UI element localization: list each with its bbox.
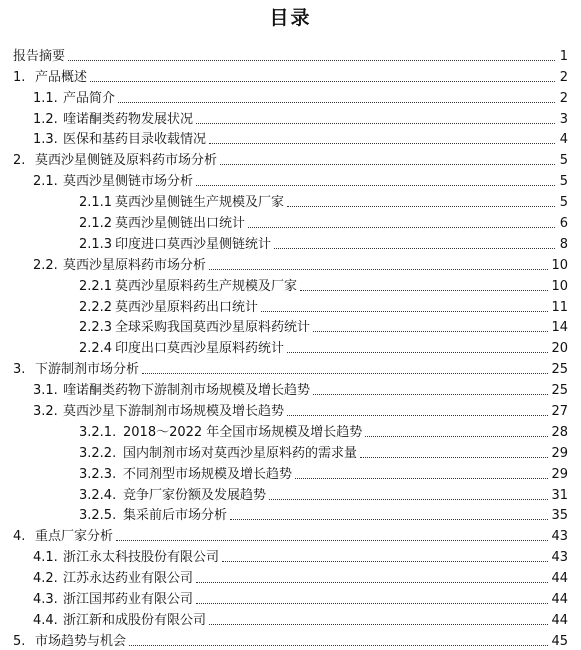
toc-entry-page-number: 20 <box>551 341 568 357</box>
toc-entry-number: 2.1.3 <box>79 236 113 252</box>
dot-leader <box>230 519 548 520</box>
toc-entry-page-number: 5 <box>559 174 568 190</box>
dot-leader <box>313 394 548 395</box>
toc-entry[interactable] <box>0 316 581 337</box>
dot-leader <box>209 269 548 270</box>
toc-entry-number: 4. <box>13 529 26 545</box>
toc-entry[interactable] <box>0 169 581 190</box>
toc-entry-number: 3.2. <box>33 404 58 420</box>
dot-leader <box>116 540 548 541</box>
toc-entry[interactable] <box>0 399 581 420</box>
toc-entry-number: 4.4. <box>33 612 58 628</box>
toc-entry-page-number: 27 <box>551 404 568 420</box>
toc-entry-number: 1. <box>13 69 26 85</box>
toc-entry[interactable] <box>0 44 581 65</box>
toc-entry-page-number: 45 <box>551 633 568 649</box>
toc-entry-number: 4.3. <box>33 592 58 608</box>
dot-leader <box>196 603 548 604</box>
table-of-contents <box>0 44 581 650</box>
toc-entry[interactable] <box>0 253 581 274</box>
toc-entry-title: 莫西沙星原料药市场分析 <box>63 257 207 273</box>
toc-entry[interactable] <box>0 190 581 211</box>
toc-entry-title: 全球采购我国莫西沙星原料药统计 <box>115 320 311 336</box>
toc-entry-title: 2018～2022 年全国市场规模及增长趋势 <box>123 424 363 440</box>
dot-leader <box>209 624 548 625</box>
toc-entry-page-number: 43 <box>551 550 568 566</box>
toc-entry-number: 2.1.1 <box>79 195 113 211</box>
toc-entry-page-number: 43 <box>551 529 568 545</box>
dot-leader <box>129 645 548 646</box>
toc-entry-page-number: 44 <box>551 592 568 608</box>
toc-entry-page-number: 28 <box>551 424 568 440</box>
toc-entry-page-number: 5 <box>559 153 568 169</box>
toc-entry-page-number: 6 <box>559 216 568 232</box>
toc-entry[interactable] <box>0 148 581 169</box>
dot-leader <box>313 331 548 332</box>
toc-entry-title: 莫西沙星下游制剂市场规模及增长趋势 <box>63 404 285 420</box>
toc-entry-number: 3.2.2. <box>79 445 117 461</box>
toc-entry-title: 重点厂家分析 <box>35 529 114 545</box>
toc-entry-title: 喹诺酮类药物下游制剂市场规模及增长趋势 <box>63 383 311 399</box>
toc-entry-page-number: 35 <box>551 508 568 524</box>
dot-leader <box>248 227 555 228</box>
toc-entry-page-number: 44 <box>551 612 568 628</box>
toc-entry[interactable] <box>0 211 581 232</box>
dot-leader <box>300 290 548 291</box>
toc-entry-page-number: 29 <box>551 445 568 461</box>
toc-entry[interactable] <box>0 274 581 295</box>
dot-leader <box>220 164 555 165</box>
toc-entry[interactable] <box>0 441 581 462</box>
toc-entry-title: 不同剂型市场规模及增长趋势 <box>123 466 293 482</box>
toc-entry[interactable] <box>0 420 581 441</box>
toc-entry-page-number: 31 <box>551 487 568 503</box>
toc-entry[interactable] <box>0 336 581 357</box>
toc-entry-title: 莫西沙星侧链及原料药市场分析 <box>35 153 218 169</box>
toc-entry[interactable] <box>0 566 581 587</box>
toc-entry-title: 莫西沙星原料药生产规模及厂家 <box>115 278 298 294</box>
toc-entry-number: 2. <box>13 153 26 169</box>
toc-entry[interactable] <box>0 462 581 483</box>
toc-entry[interactable] <box>0 504 581 525</box>
toc-entry-number: 2.2.1 <box>79 278 113 294</box>
toc-entry[interactable] <box>0 483 581 504</box>
toc-entry-page-number: 1 <box>559 48 568 64</box>
toc-entry-page-number: 14 <box>551 320 568 336</box>
dot-leader <box>196 123 555 124</box>
toc-entry-title: 喹诺酮类药物发展状况 <box>63 111 194 127</box>
toc-entry-number: 3. <box>13 362 26 378</box>
toc-entry-number: 3.2.3. <box>79 466 117 482</box>
toc-entry-title: 浙江新和成股份有限公司 <box>63 612 207 628</box>
dot-leader <box>261 311 548 312</box>
toc-entry-number: 2.1.2 <box>79 216 113 232</box>
toc-entry-number: 2.1. <box>33 174 58 190</box>
toc-entry-number: 1.1. <box>33 90 58 106</box>
toc-entry-page-number: 3 <box>559 111 568 127</box>
toc-entry-title: 国内制剂市场对莫西沙星原料药的需求量 <box>123 445 358 461</box>
toc-entry[interactable] <box>0 295 581 316</box>
toc-entry-title: 印度进口莫西沙星侧链统计 <box>115 236 272 252</box>
toc-entry-title: 浙江国邦药业有限公司 <box>63 592 194 608</box>
toc-entry-page-number: 25 <box>551 383 568 399</box>
toc-entry[interactable] <box>0 128 581 149</box>
toc-entry-number: 2.2.3 <box>79 320 113 336</box>
toc-entry[interactable] <box>0 86 581 107</box>
toc-entry-title: 莫西沙星侧链出口统计 <box>115 216 246 232</box>
toc-entry-title: 莫西沙星原料药出口统计 <box>115 299 259 315</box>
toc-entry-number: 3.2.1. <box>79 424 117 440</box>
toc-entry-page-number: 2 <box>559 90 568 106</box>
toc-entry-number: 2.2.4 <box>79 341 113 357</box>
toc-entry[interactable] <box>0 608 581 629</box>
toc-entry-page-number: 8 <box>559 236 568 252</box>
toc-entry-title: 下游制剂市场分析 <box>35 362 140 378</box>
toc-entry-number: 1.3. <box>33 132 58 148</box>
toc-entry[interactable] <box>0 107 581 128</box>
toc-entry-title: 产品概述 <box>35 69 88 85</box>
dot-leader <box>365 436 548 437</box>
dot-leader <box>196 582 548 583</box>
dot-leader <box>90 81 555 82</box>
toc-entry-number: 4.1. <box>33 550 58 566</box>
dot-leader <box>269 499 548 500</box>
toc-entry-number: 1.2. <box>33 111 58 127</box>
toc-entry-title: 江苏永达药业有限公司 <box>63 571 194 587</box>
toc-entry-title: 医保和基药目录收载情况 <box>63 132 207 148</box>
page-title: 目录 <box>269 7 312 29</box>
toc-entry-page-number: 11 <box>551 299 568 315</box>
toc-entry-number: 3.2.4. <box>79 487 117 503</box>
toc-entry-number: 2.2.2 <box>79 299 113 315</box>
toc-entry-title: 产品简介 <box>63 90 116 106</box>
toc-entry-number: 3.1. <box>33 383 58 399</box>
toc-entry-title: 浙江永太科技股份有限公司 <box>63 550 220 566</box>
dot-leader <box>287 415 548 416</box>
toc-entry[interactable] <box>0 587 581 608</box>
dot-leader <box>222 561 548 562</box>
dot-leader <box>142 373 548 374</box>
toc-entry-page-number: 25 <box>551 362 568 378</box>
toc-entry-page-number: 10 <box>551 278 568 294</box>
toc-entry-number: 2.2. <box>33 257 58 273</box>
toc-entry-number: 4.2. <box>33 571 58 587</box>
toc-entry-title: 莫西沙星侧链市场分析 <box>63 174 194 190</box>
toc-entry-title: 竞争厂家份额及发展趋势 <box>123 487 267 503</box>
dot-leader <box>360 457 548 458</box>
toc-entry-page-number: 29 <box>551 466 568 482</box>
toc-entry-page-number: 5 <box>559 195 568 211</box>
dot-leader <box>287 352 548 353</box>
toc-entry[interactable] <box>0 65 581 86</box>
toc-entry-number: 3.2.5. <box>79 508 117 524</box>
toc-entry-title: 市场趋势与机会 <box>35 633 127 649</box>
toc-entry-page-number: 4 <box>559 132 568 148</box>
dot-leader <box>274 248 555 249</box>
dot-leader <box>287 206 555 207</box>
toc-entry[interactable] <box>0 357 581 378</box>
toc-entry-title: 莫西沙星侧链生产规模及厂家 <box>115 195 285 211</box>
toc-entry-title: 报告摘要 <box>13 48 66 64</box>
dot-leader <box>295 478 548 479</box>
dot-leader <box>209 143 555 144</box>
toc-entry-number: 5. <box>13 633 26 649</box>
dot-leader <box>68 60 555 61</box>
toc-entry[interactable] <box>0 378 581 399</box>
toc-entry[interactable] <box>0 545 581 566</box>
toc-entry-title: 印度出口莫西沙星原料药统计 <box>115 341 285 357</box>
toc-entry-page-number: 10 <box>551 257 568 273</box>
toc-entry[interactable] <box>0 232 581 253</box>
toc-entry-title: 集采前后市场分析 <box>123 508 228 524</box>
dot-leader <box>196 185 555 186</box>
toc-entry[interactable] <box>0 524 581 545</box>
dot-leader <box>118 102 555 103</box>
toc-entry-page-number: 44 <box>551 571 568 587</box>
toc-entry-page-number: 2 <box>559 69 568 85</box>
